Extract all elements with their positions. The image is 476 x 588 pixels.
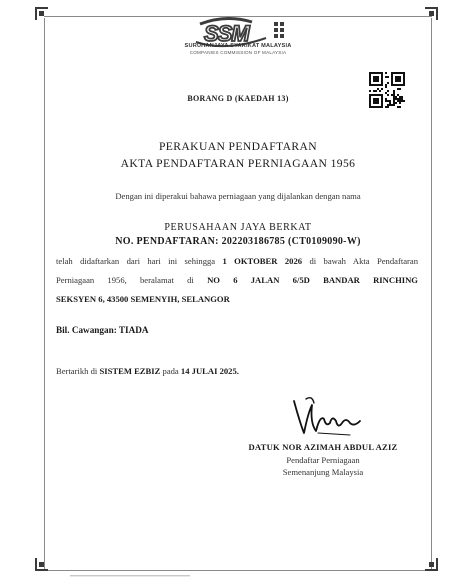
ssm-logo <box>186 12 296 64</box>
registration-sentence-line1 <box>56 257 418 266</box>
registration-text-a: telah didaftarkan dari hari ini sehingga <box>56 256 216 266</box>
footer-fine-print <box>70 574 190 578</box>
issue-statement <box>56 366 239 376</box>
branch-count: Bil. Cawangan: TIADA <box>56 325 149 335</box>
signatory-title: Pendaftar Perniagaan <box>286 455 360 465</box>
corner-ornament-bottom-left <box>35 567 48 580</box>
registration-value: 202203186785 (CT0109090-W) <box>221 236 361 247</box>
issue-prefix: Bertarikh di <box>56 366 98 376</box>
signatory-name: DATUK NOR AZIMAH ABDUL AZIZ <box>248 442 398 452</box>
border-bottom <box>44 570 432 571</box>
registration-text-b: di bawah Akta Pendaftaran <box>309 256 418 266</box>
signatory-region: Semenanjung Malaysia <box>282 467 364 477</box>
registration-sentence-line3 <box>56 295 418 304</box>
issue-mid: pada <box>162 366 179 376</box>
agency-name-malay: SURUHANJAYA SYARIKAT MALAYSIA <box>184 43 292 49</box>
business-address-line2: SEKSYEN 6, 43500 SEMENYIH, SELANGOR <box>56 294 230 304</box>
issue-system: SISTEM EZBIZ <box>99 366 161 376</box>
corner-ornament-top-right <box>425 7 438 20</box>
registration-number <box>0 236 476 247</box>
issue-suffix: . <box>236 366 239 376</box>
logo-letters: SSM <box>204 21 249 46</box>
expiry-date: 1 OKTOBER 2026 <box>222 256 303 266</box>
handwritten-signature <box>290 393 362 441</box>
business-address-line1: NO 6 JALAN 6/5D BANDAR RINCHING <box>207 275 418 285</box>
certificate-act: AKTA PENDAFTARAN PERNIAGAAN 1956 <box>120 157 356 170</box>
corner-ornament-top-left <box>35 7 48 20</box>
business-name: PERUSAHAAN JAYA BERKAT <box>164 222 312 233</box>
registration-text-c: Perniagaan 1956, beralamat di <box>56 275 194 285</box>
corner-ornament-bottom-right <box>425 567 438 580</box>
issue-date: 14 JULAI 2025 <box>180 366 237 376</box>
registration-sentence-line2 <box>56 276 418 285</box>
registration-label: NO. PENDAFTARAN: <box>115 236 219 247</box>
certificate-title: PERAKUAN PENDAFTARAN <box>158 140 318 153</box>
form-reference: BORANG D (KAEDAH 13) <box>187 94 289 103</box>
agency-name-english: COMPANIES COMMISSION OF MALAYSIA <box>189 50 287 55</box>
intro-statement: Dengan ini diperakui bahawa perniagaan yang dijalankan dengan nama <box>115 191 361 201</box>
